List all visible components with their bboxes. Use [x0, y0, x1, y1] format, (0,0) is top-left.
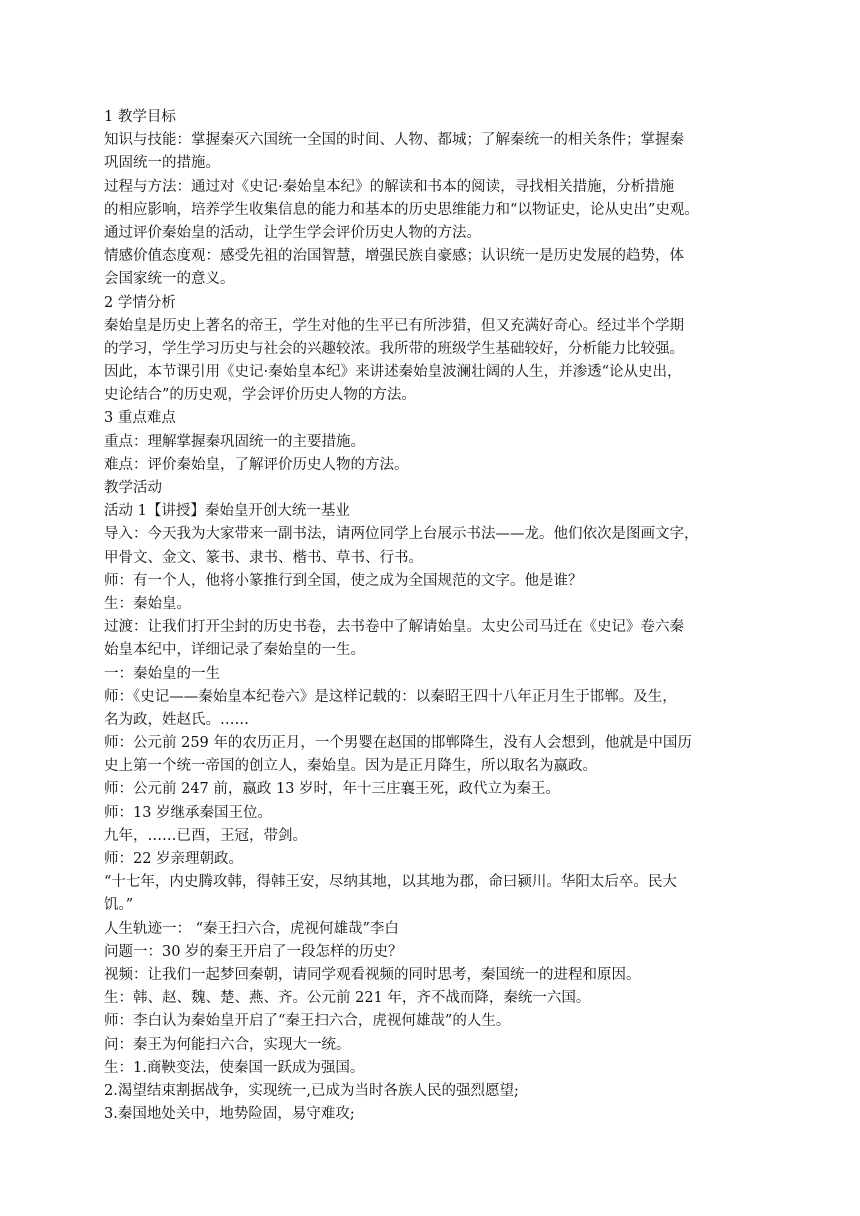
- text-line: 视频：让我们一起梦回秦朝，请同学观看视频的同时思考，秦国统一的进程和原因。: [104, 966, 641, 983]
- text-line: 的学习，学生学习历史与社会的兴趣较浓。我所带的班级学生基础较好，分析能力比较强。: [104, 340, 684, 357]
- text-line: 史上第一个统一帝国的创立人，秦始皇。因为是正月降生，所以取名为嬴政。: [104, 758, 597, 775]
- text-line: 人生轨迹一： “秦王扫六合，虎视何雄哉”李白: [104, 920, 399, 937]
- text-line: 生：韩、赵、魏、楚、燕、齐。公元前 221 年，齐不战而降，秦统一六国。: [104, 990, 591, 1007]
- text-line: 通过评价秦始皇的活动，让学生学会评价历史人物的方法。: [104, 224, 481, 241]
- text-line: 名为政，姓赵氏。……: [104, 711, 249, 728]
- heading-teaching-activities: 教学活动: [104, 480, 162, 496]
- activity-title: 活动 1【讲授】秦始皇开创大统一基业: [104, 503, 350, 520]
- text-line: 2.渴望结束割据战争，实现统一,已成为当时各族人民的强烈愿望;: [104, 1082, 519, 1099]
- text-line: 3.秦国地处关中，地势险固，易守难攻;: [104, 1106, 355, 1123]
- text-line: 过渡：让我们打开尘封的历史书卷，去书卷中了解请始皇。太史公司马迁在《史记》卷六秦: [104, 619, 684, 636]
- text-line: 重点：理解掌握秦巩固统一的主要措施。: [104, 433, 365, 450]
- text-line: 导入：今天我为大家带来一副书法，请两位同学上台展示书法——龙。他们依次是图画文字，: [104, 526, 699, 543]
- text-line: 问题一：30 岁的秦王开启了一段怎样的历史？: [104, 943, 403, 960]
- heading-key-points: 3 重点难点: [104, 410, 176, 427]
- text-line: 师：13 岁继承秦国王位。: [104, 804, 273, 821]
- text-line: 会国家统一的意义。: [104, 271, 235, 288]
- text-line: 师：《史记——秦始皇本纪卷六》是这样记载的：以秦昭王四十八年正月生于邯郸。及生，: [104, 688, 677, 705]
- text-line: 知识与技能：掌握秦灭六国统一全国的时间、人物、都城；了解秦统一的相关条件；掌握秦: [104, 132, 684, 149]
- text-line: 甲骨文、金文、篆书、隶书、楷书、草书、行书。: [104, 549, 423, 566]
- text-line: “十七年，内史腾攻韩，得韩王安，尽纳其地，以其地为郡，命曰颍川。华阳太后卒。民大: [104, 874, 677, 891]
- text-line: 的相应影响，培养学生收集信息的能力和基本的历史思维能力和“以物证史，论从史出”史观。: [104, 201, 699, 218]
- text-line: 生：1.商鞅变法，使秦国一跃成为强国。: [104, 1059, 365, 1076]
- text-line: 饥。”: [104, 897, 134, 914]
- text-line: 始皇本纪中，详细记录了秦始皇的一生。: [104, 642, 365, 659]
- document-page: [104, 106, 754, 1126]
- text-line: 过程与方法：通过对《史记·秦始皇本纪》的解读和书本的阅读，寻找相关措施，分析措施: [104, 178, 675, 195]
- text-line: 生：秦始皇。: [104, 595, 191, 612]
- text-line: 巩固统一的措施。: [104, 155, 220, 172]
- text-line: 难点：评价秦始皇，了解评价历史人物的方法。: [104, 456, 409, 473]
- text-line: 师：22 岁亲理朝政。: [104, 851, 244, 867]
- text-line: 师：公元前 247 前，嬴政 13 岁时，年十三庄襄王死，政代立为秦王。: [104, 781, 561, 798]
- text-line: 九年，……已酉，王冠，带剑。: [104, 827, 307, 844]
- text-line: 师：有一个人，他将小篆推行到全国，使之成为全国规范的文字。他是谁？: [104, 572, 583, 589]
- text-line: 史论结合”的历史观，学会评价历史人物的方法。: [104, 387, 416, 404]
- text-line: 情感价值态度观：感受先祖的治国智慧，增强民族自豪感；认识统一是历史发展的趋势，体: [104, 248, 684, 265]
- text-line: 问：秦王为何能扫六合，实现大一统。: [104, 1036, 351, 1053]
- heading-teaching-goals: 1 教学目标: [104, 109, 176, 125]
- heading-student-analysis: 2 学情分析: [104, 294, 176, 311]
- text-line: 因此，本节课引用《史记·秦始皇本纪》来讲述秦始皇波澜壮阔的人生，并渗透“论从史出，: [104, 364, 682, 381]
- section-title: 一：秦始皇的一生: [104, 665, 220, 682]
- text-line: 师：李白认为秦始皇开启了“秦王扫六合，虎视何雄哉”的人生。: [104, 1013, 511, 1030]
- text-line: 秦始皇是历史上著名的帝王，学生对他的生平已有所涉猎，但又充满好奇心。经过半个学期: [104, 317, 684, 334]
- text-line: 师：公元前 259 年的农历正月，一个男婴在赵国的邯郸降生，没有人会想到，他就是中国历: [104, 735, 692, 752]
